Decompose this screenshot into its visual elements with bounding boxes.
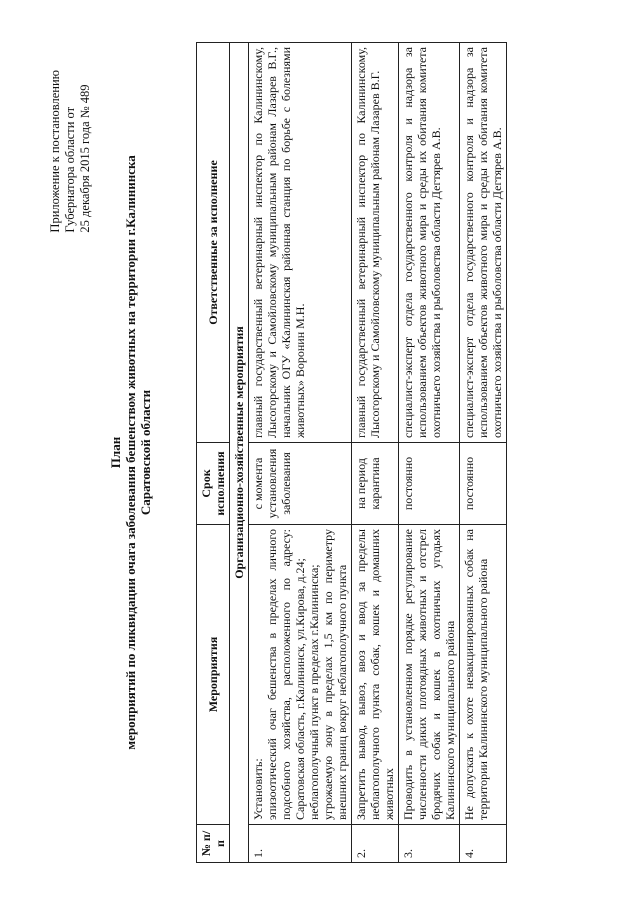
row-term: постоянно bbox=[399, 443, 460, 525]
row-number: 3. bbox=[399, 825, 460, 863]
appendix-note bbox=[48, 70, 93, 233]
appendix-line: 25 декабря 2015 года № 489 bbox=[78, 84, 92, 233]
row-activity: Не допускать к охоте невакцинированных собак на территории Калининского муниципального района bbox=[460, 525, 507, 825]
row-responsible: специалист-эксперт отдела государственного контроля и надзора за использованием объектов животного мира и среды их обитания комитета охотничьего хозяйства и рыболовства области Дегтярев А.В. bbox=[460, 43, 507, 443]
row-term: на период карантина bbox=[352, 443, 399, 525]
appendix-line: Губернатора области от bbox=[63, 106, 77, 233]
table-row bbox=[352, 43, 399, 863]
header-responsible: Ответственные за исполнение bbox=[197, 43, 230, 443]
row-number: 4. bbox=[460, 825, 507, 863]
table-row bbox=[399, 43, 460, 863]
table-header-row bbox=[197, 43, 230, 863]
row-responsible: главный государственный ветеринарный инспектор по Калининскому, Лысогорскому и Самойловскому муниципальным районам Лазарев В.Г., начальник ОГУ «Калининская районная станция по борьбе с болезнями животных» Воронин М.Н. bbox=[249, 43, 352, 443]
appendix-line: Приложение к постановлению bbox=[48, 70, 62, 233]
row-number: 1. bbox=[249, 825, 352, 863]
row-activity bbox=[249, 525, 352, 825]
document-heading bbox=[108, 0, 153, 905]
table-row bbox=[249, 43, 352, 863]
heading-region: Саратовской области bbox=[138, 389, 153, 516]
header-num: № п/п bbox=[197, 825, 230, 863]
row-number: 2. bbox=[352, 825, 399, 863]
activity-paragraph: угрожаемую зону в пределах 1,5 км по периметру внешних границ вокруг неблагополучного пункта bbox=[321, 529, 349, 820]
row-responsible: специалист-эксперт отдела государственного контроля и надзора за использованием объектов животного мира и среды их обитания комитета охотничьего хозяйства и рыболовства области Дегтярев А.В. bbox=[399, 43, 460, 443]
heading-subtitle: мероприятий по ликвидации очага заболевания бешенством животных на территории г.Калининска bbox=[123, 155, 138, 750]
table-row bbox=[460, 43, 507, 863]
row-activity: Запретить вывод, вывоз, ввоз и ввод за пределы неблагополучного пункта собак, кошек и домашних животных bbox=[352, 525, 399, 825]
row-term: постоянно bbox=[460, 443, 507, 525]
measures-table bbox=[196, 42, 507, 863]
section-row bbox=[230, 43, 249, 863]
header-activity: Мероприятия bbox=[197, 525, 230, 825]
activity-paragraph: Установить: bbox=[251, 758, 265, 820]
row-activity: Проводить в установленном порядке регулирование численности диких плотоядных животных и отстрел бродячих собак и кошек в охотничьих угодьях Калининского муниципального района bbox=[399, 525, 460, 825]
header-term: Срок исполнения bbox=[197, 443, 230, 525]
section-title: Организационно-хозяйственные мероприятия bbox=[230, 43, 249, 863]
heading-title: План bbox=[108, 436, 123, 469]
activity-paragraph: эпизоотический очаг бешенства в пределах личного подсобного хозяйства, расположенного по адресу: Саратовская область, г.Калининск, ул.Кирова, д.24; bbox=[265, 529, 307, 820]
activity-paragraph: неблагополучный пункт в пределах г.Калининска; bbox=[307, 564, 321, 820]
row-term: с момента установления заболевания bbox=[249, 443, 352, 525]
row-responsible: главный государственный ветеринарный инспектор по Калининскому, Лысогорскому и Самойловскому муниципальным районам Лазарев В.Г. bbox=[352, 43, 399, 443]
